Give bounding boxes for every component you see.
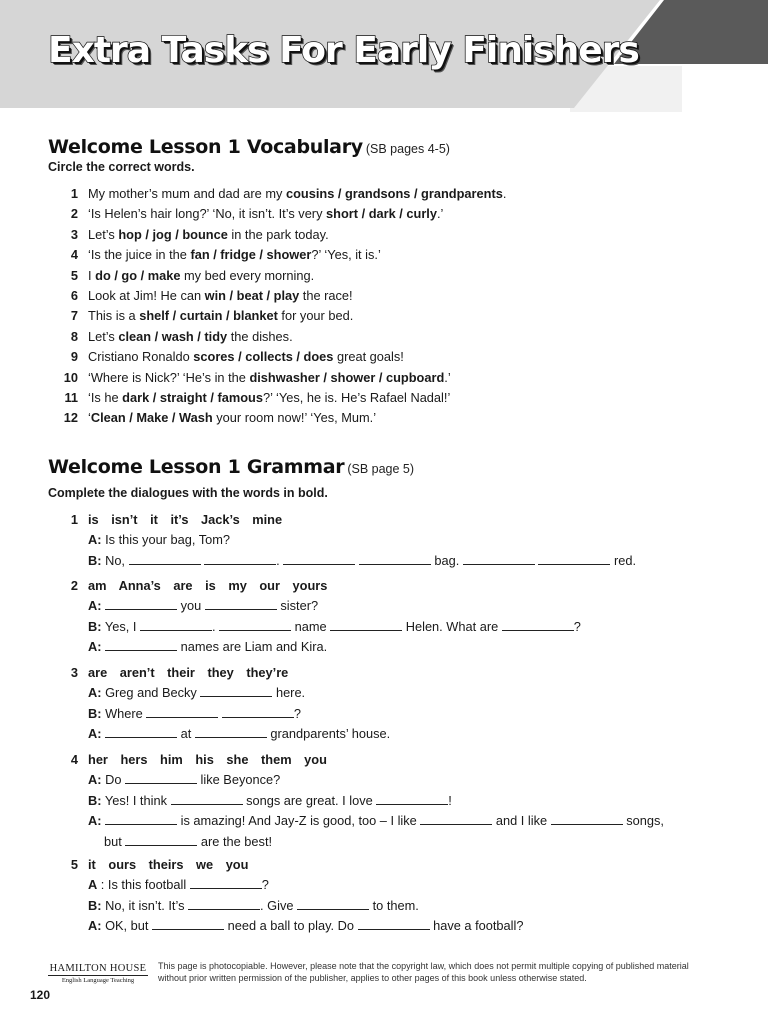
dialogue-line: A : Is this football ? (88, 877, 269, 893)
vocab-item: 12 ‘Clean / Make / Wash your room now!’ ‘Yes, Mum.’ (50, 408, 506, 428)
publisher-logo (48, 963, 148, 984)
vocab-item: 11 ‘Is he dark / straight / famous?’ ‘Yes, he is. He’s Rafael Nadal!’ (50, 388, 506, 408)
dialogue-line: B: Yes! I think songs are great. I love ! (88, 792, 452, 808)
exercise-number: 5 (70, 857, 78, 872)
answer-blank[interactable] (105, 638, 177, 651)
dialogue-line: A: OK, but need a ball to play. Do have a football? (88, 918, 524, 934)
dialogue-line: A: you sister? (88, 598, 319, 614)
vocab-item: 4 ‘Is the juice in the fan / fridge / shower?’ ‘Yes, it is.’ (50, 245, 506, 265)
speaker-label: A: (88, 813, 102, 829)
answer-blank[interactable] (125, 833, 197, 846)
word-choice-options: dark / straight / famous (122, 389, 263, 405)
grammar-pages: (SB page 5) (347, 462, 415, 476)
answer-blank[interactable] (551, 812, 623, 825)
answer-blank[interactable] (140, 618, 212, 631)
word-choice-options: clean / wash / tidy (118, 328, 228, 344)
vocab-item: 9 Cristiano Ronaldo scores / collects / does great goals! (50, 347, 506, 367)
dialogue-line: A: is amazing! And Jay-Z is good, too – I like and I like songs, (88, 813, 664, 829)
word-choice-options: shelf / curtain / blanket (139, 308, 278, 324)
dialogue-line: B: Yes, I . name Helen. What are ? (88, 618, 581, 634)
item-number: 7 (70, 308, 78, 324)
answer-blank[interactable] (125, 771, 197, 784)
vocab-item: 2 ‘Is Helen’s hair long?’ ‘No, it isn’t. It’s very short / dark / curly.’ (50, 204, 506, 224)
dialogue-line: A: Greg and Becky here. (88, 685, 306, 701)
word-choice-options: scores / collects / does (193, 349, 334, 365)
speaker-label: B: (88, 618, 102, 634)
answer-blank[interactable] (129, 552, 201, 565)
answer-blank[interactable] (330, 618, 402, 631)
answer-blank[interactable] (105, 725, 177, 738)
vocab-instruction: Circle the correct words. (48, 160, 195, 174)
vocab-pages: (SB pages 4-5) (365, 142, 450, 156)
vocab-heading (48, 132, 450, 160)
answer-blank[interactable] (222, 705, 294, 718)
word-bank-words: are aren’t their they they’re (88, 665, 289, 680)
exercise-number: 2 (70, 578, 78, 593)
speaker-label: A: (88, 532, 102, 548)
item-number: 3 (70, 226, 78, 242)
exercise-number: 4 (70, 752, 78, 767)
speaker-label: A: (88, 918, 102, 934)
word-choice-options: fan / fridge / shower (190, 247, 312, 263)
answer-blank[interactable] (502, 618, 574, 631)
speaker-label: B: (88, 792, 102, 808)
answer-blank[interactable] (105, 812, 177, 825)
answer-blank[interactable] (283, 552, 355, 565)
item-number: 10 (63, 369, 78, 385)
answer-blank[interactable] (195, 725, 267, 738)
vocab-item: 3 Let’s hop / jog / bounce in the park today. (50, 225, 506, 245)
word-choice-options: short / dark / curly (326, 206, 437, 222)
word-choice-options: hop / jog / bounce (118, 226, 228, 242)
answer-blank[interactable] (297, 897, 369, 910)
speaker-label: A: (88, 685, 102, 701)
speaker-label: B: (88, 897, 102, 913)
word-choice-options: Clean / Make / Wash (90, 410, 213, 426)
dialogue-line: B: No, it isn’t. It’s . Give to them. (88, 897, 419, 913)
speaker-label: A: (88, 772, 102, 788)
grammar-heading (48, 452, 414, 480)
publisher-logo-tagline: English Language Teaching (61, 977, 135, 984)
exercise-number: 3 (70, 665, 78, 680)
dialogue-line: B: Where ? (88, 705, 302, 721)
answer-blank[interactable] (200, 684, 272, 697)
dialogue-line: but are the best! (104, 833, 273, 849)
answer-blank[interactable] (146, 705, 218, 718)
grammar-instruction: Complete the dialogues with the words in bold. (48, 486, 328, 500)
answer-blank[interactable] (359, 552, 431, 565)
dialogue-line: A: at grandparents’ house. (88, 726, 391, 742)
dialogue-line: A: Is this your bag, Tom? (88, 532, 231, 548)
vocab-item: 5 I do / go / make my bed every morning. (50, 266, 506, 286)
answer-blank[interactable] (538, 552, 610, 565)
word-bank-words: it ours theirs we you (88, 857, 249, 872)
vocab-heading-text: Welcome Lesson 1 Vocabulary (48, 136, 363, 158)
vocab-item: 10 ‘Where is Nick?’ ‘He’s in the dishwasher / shower / cupboard.’ (50, 368, 506, 388)
answer-blank[interactable] (376, 792, 448, 805)
exercise-word-bank (50, 855, 690, 875)
item-number: 5 (70, 267, 78, 283)
item-number: 12 (63, 410, 78, 426)
item-number: 9 (70, 349, 78, 365)
word-bank-words: am Anna’s are is my our yours (88, 578, 328, 593)
answer-blank[interactable] (152, 917, 224, 930)
exercise-word-bank (50, 510, 690, 530)
word-choice-options: dishwasher / shower / cupboard (249, 369, 445, 385)
grammar-exercise-2 (50, 576, 690, 658)
answer-blank[interactable] (204, 552, 276, 565)
grammar-exercise-4 (50, 750, 690, 852)
speaker-label: B: (88, 552, 102, 568)
answer-blank[interactable] (420, 812, 492, 825)
answer-blank[interactable] (205, 597, 277, 610)
vocab-item: 6 Look at Jim! He can win / beat / play the race! (50, 286, 506, 306)
item-number: 4 (70, 247, 78, 263)
speaker-label: A: (88, 726, 102, 742)
speaker-label: A (88, 877, 98, 893)
exercise-word-bank (50, 663, 690, 683)
publisher-logo-name: HAMILTON HOUSE (49, 963, 147, 974)
vocab-item: 1 My mother’s mum and dad are my cousins / grandsons / grandparents. (50, 184, 506, 204)
vocab-item: 8 Let’s clean / wash / tidy the dishes. (50, 327, 506, 347)
speaker-label: A: (88, 598, 102, 614)
grammar-exercise-1 (50, 510, 690, 571)
dialogue-line: B: No, . bag. red. (88, 552, 636, 568)
word-choice-options: cousins / grandsons / grandparents (285, 186, 503, 201)
answer-blank[interactable] (190, 876, 262, 889)
answer-blank[interactable] (171, 792, 243, 805)
word-bank-words: her hers him his she them you (88, 752, 327, 767)
answer-blank[interactable] (358, 917, 430, 930)
grammar-heading-text: Welcome Lesson 1 Grammar (48, 456, 345, 478)
word-bank-words: is isn’t it it’s Jack’s mine (88, 512, 283, 527)
word-choice-options: do / go / make (95, 267, 181, 283)
grammar-exercise-3 (50, 663, 690, 745)
page-title: Extra Tasks For Early Finishers (48, 30, 639, 71)
exercise-number: 1 (70, 512, 78, 527)
exercise-word-bank (50, 576, 690, 596)
word-choice-options: win / beat / play (204, 287, 300, 303)
item-number: 8 (70, 328, 78, 344)
vocab-list (50, 184, 506, 429)
answer-blank[interactable] (463, 552, 535, 565)
copyright-note: This page is photocopiable. However, please note that the copyright law, which does not permit multiple copying of published material without prior written permission of the publisher, applies to other pages of this book unless otherwise stated. (158, 961, 689, 983)
item-number: 6 (70, 287, 78, 303)
dialogue-line: A: names are Liam and Kira. (88, 639, 328, 655)
item-number: 11 (64, 389, 78, 405)
speaker-label: A: (88, 639, 102, 655)
dialogue-line: A: Do like Beyonce? (88, 772, 281, 788)
item-number: 1 (70, 186, 78, 201)
answer-blank[interactable] (219, 618, 291, 631)
item-number: 2 (70, 206, 78, 222)
vocab-item: 7 This is a shelf / curtain / blanket for your bed. (50, 306, 506, 326)
grammar-exercise-5 (50, 855, 690, 937)
speaker-label: B: (88, 705, 102, 721)
page-number: 120 (30, 988, 51, 1002)
answer-blank[interactable] (188, 897, 260, 910)
answer-blank[interactable] (105, 597, 177, 610)
exercise-word-bank (50, 750, 690, 770)
